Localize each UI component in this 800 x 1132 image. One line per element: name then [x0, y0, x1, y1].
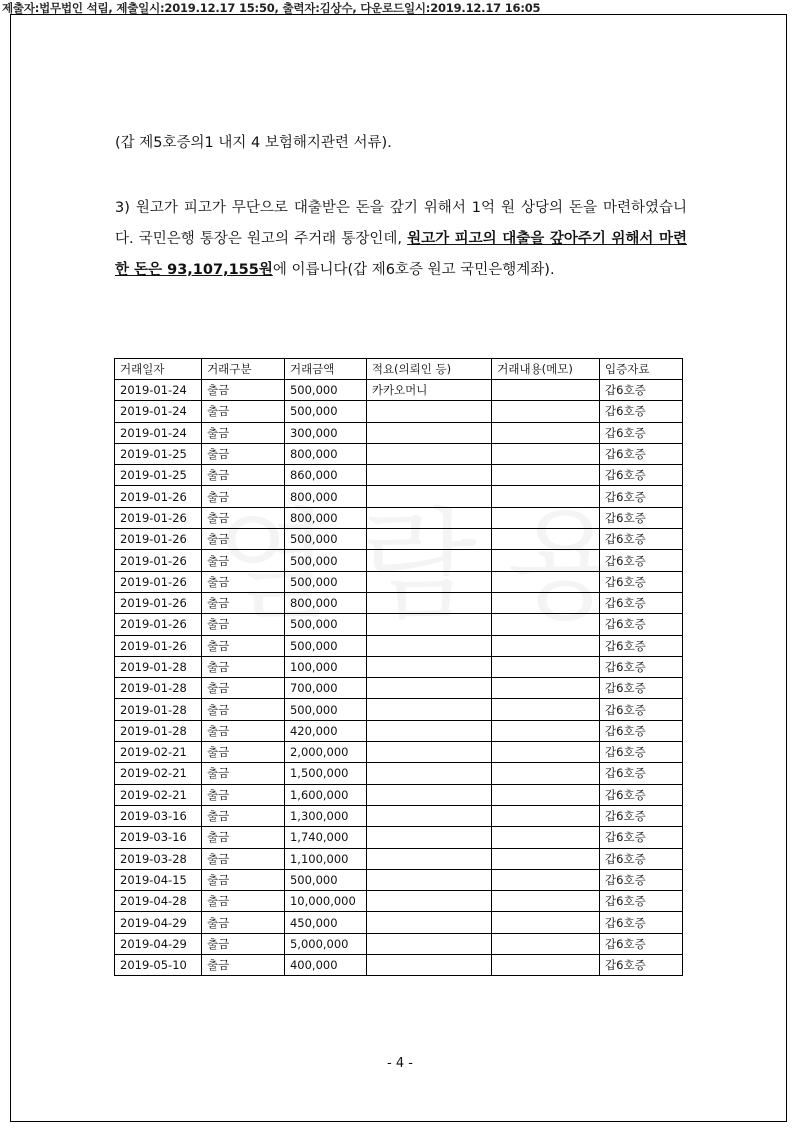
cell-type: 출금 [202, 827, 285, 848]
table-row [115, 529, 683, 550]
cell-type: 출금 [202, 614, 285, 635]
cell-date: 2019-01-26 [115, 529, 202, 550]
table-row [115, 401, 683, 422]
cell-memo [366, 443, 491, 464]
cell-memo [366, 592, 491, 613]
cell-memo [366, 635, 491, 656]
cell-date: 2019-02-21 [115, 784, 202, 805]
table-row [115, 465, 683, 486]
table-row [115, 805, 683, 826]
cell-type: 출금 [202, 571, 285, 592]
cell-type: 출금 [202, 805, 285, 826]
cell-memo [366, 933, 491, 954]
cell-memo [366, 848, 491, 869]
cell-memo [366, 614, 491, 635]
cell-type: 출금 [202, 933, 285, 954]
cell-content [492, 742, 600, 763]
cell-evidence: 갑6호증 [600, 784, 683, 805]
cell-date: 2019-02-21 [115, 742, 202, 763]
table-row [115, 571, 683, 592]
cell-content [492, 507, 600, 528]
table-row [115, 380, 683, 401]
table-row [115, 933, 683, 954]
cell-amount: 500,000 [284, 550, 366, 571]
cell-type: 출금 [202, 763, 285, 784]
table-row [115, 422, 683, 443]
header-date: 거래일자 [115, 359, 202, 380]
cell-evidence: 갑6호증 [600, 742, 683, 763]
table-row [115, 763, 683, 784]
cell-type: 출금 [202, 401, 285, 422]
cell-amount: 800,000 [284, 443, 366, 464]
cell-type: 출금 [202, 699, 285, 720]
cell-amount: 100,000 [284, 656, 366, 677]
cell-date: 2019-01-28 [115, 699, 202, 720]
cell-content [492, 380, 600, 401]
cell-content [492, 912, 600, 933]
cell-evidence: 갑6호증 [600, 635, 683, 656]
cell-type: 출금 [202, 891, 285, 912]
transaction-table [114, 358, 683, 976]
table-row [115, 848, 683, 869]
header-type: 거래구분 [202, 359, 285, 380]
cell-date: 2019-01-26 [115, 592, 202, 613]
cell-date: 2019-04-29 [115, 912, 202, 933]
cell-memo: 카카오머니 [366, 380, 491, 401]
cell-date: 2019-01-26 [115, 614, 202, 635]
cell-content [492, 827, 600, 848]
cell-memo [366, 784, 491, 805]
cell-memo [366, 805, 491, 826]
cell-evidence: 갑6호증 [600, 571, 683, 592]
cell-amount: 10,000,000 [284, 891, 366, 912]
cell-content [492, 763, 600, 784]
cell-date: 2019-01-26 [115, 635, 202, 656]
cell-date: 2019-01-24 [115, 401, 202, 422]
cell-memo [366, 678, 491, 699]
cell-evidence: 갑6호증 [600, 763, 683, 784]
cell-content [492, 635, 600, 656]
cell-evidence: 갑6호증 [600, 401, 683, 422]
cell-evidence: 갑6호증 [600, 656, 683, 677]
cell-type: 출금 [202, 486, 285, 507]
cell-date: 2019-01-28 [115, 678, 202, 699]
cell-content [492, 465, 600, 486]
cell-evidence: 갑6호증 [600, 912, 683, 933]
cell-type: 출금 [202, 656, 285, 677]
cell-evidence: 갑6호증 [600, 486, 683, 507]
header-amount: 거래금액 [284, 359, 366, 380]
cell-date: 2019-01-25 [115, 443, 202, 464]
table-row [115, 784, 683, 805]
cell-content [492, 656, 600, 677]
cell-content [492, 443, 600, 464]
cell-amount: 420,000 [284, 720, 366, 741]
cell-content [492, 869, 600, 890]
table-row [115, 678, 683, 699]
cell-amount: 1,100,000 [284, 848, 366, 869]
cell-date: 2019-01-26 [115, 486, 202, 507]
header-memo: 적요(의뢰인 등) [366, 359, 491, 380]
page-number: - 4 - [387, 1056, 413, 1071]
cell-date: 2019-04-29 [115, 933, 202, 954]
cell-memo [366, 422, 491, 443]
cell-content [492, 784, 600, 805]
cell-memo [366, 656, 491, 677]
cell-evidence: 갑6호증 [600, 550, 683, 571]
cell-content [492, 848, 600, 869]
cell-content [492, 614, 600, 635]
cell-content [492, 550, 600, 571]
cell-type: 출금 [202, 592, 285, 613]
header-evidence: 입증자료 [600, 359, 683, 380]
cell-evidence: 갑6호증 [600, 380, 683, 401]
cell-amount: 800,000 [284, 592, 366, 613]
cell-amount: 800,000 [284, 486, 366, 507]
cell-type: 출금 [202, 869, 285, 890]
cell-memo [366, 742, 491, 763]
cell-evidence: 갑6호증 [600, 678, 683, 699]
cell-evidence: 갑6호증 [600, 933, 683, 954]
cell-date: 2019-01-24 [115, 422, 202, 443]
cell-memo [366, 955, 491, 976]
cell-evidence: 갑6호증 [600, 507, 683, 528]
cell-date: 2019-04-15 [115, 869, 202, 890]
cell-type: 출금 [202, 635, 285, 656]
cell-date: 2019-03-16 [115, 805, 202, 826]
cell-evidence: 갑6호증 [600, 869, 683, 890]
paragraph-emphasis: 원고가 피고의 대출을 갚아주기 위해서 마련한 돈은 93,107,155원 [115, 231, 687, 278]
document-header-stamp: 제출자:법무법인 석림, 제출일시:2019.12.17 15:50, 출력자:김상수, 다운로드일시:2019.12.17 16:05 [2, 1, 541, 15]
cell-memo [366, 912, 491, 933]
table-row [115, 443, 683, 464]
cell-evidence: 갑6호증 [600, 592, 683, 613]
paragraph-evidence-ref: (갑 제5호증의1 내지 4 보험해지관련 서류). [115, 135, 392, 151]
cell-content [492, 592, 600, 613]
cell-type: 출금 [202, 848, 285, 869]
cell-type: 출금 [202, 955, 285, 976]
cell-memo [366, 869, 491, 890]
cell-date: 2019-01-26 [115, 550, 202, 571]
table-row [115, 891, 683, 912]
cell-content [492, 955, 600, 976]
header-content: 거래내용(메모) [492, 359, 600, 380]
table-row [115, 742, 683, 763]
cell-date: 2019-01-28 [115, 720, 202, 741]
cell-amount: 500,000 [284, 380, 366, 401]
cell-type: 출금 [202, 784, 285, 805]
cell-memo [366, 486, 491, 507]
cell-amount: 500,000 [284, 869, 366, 890]
cell-amount: 1,300,000 [284, 805, 366, 826]
cell-amount: 500,000 [284, 699, 366, 720]
cell-memo [366, 763, 491, 784]
paragraph-text-part2: 에 이릅니다(갑 제6호증 원고 국민은행계좌). [272, 262, 555, 278]
cell-type: 출금 [202, 912, 285, 933]
cell-date: 2019-05-10 [115, 955, 202, 976]
cell-memo [366, 401, 491, 422]
cell-evidence: 갑6호증 [600, 955, 683, 976]
cell-type: 출금 [202, 380, 285, 401]
cell-amount: 700,000 [284, 678, 366, 699]
cell-amount: 500,000 [284, 529, 366, 550]
cell-content [492, 720, 600, 741]
cell-memo [366, 529, 491, 550]
table-row [115, 635, 683, 656]
cell-memo [366, 507, 491, 528]
table-body [115, 380, 683, 976]
table-row [115, 827, 683, 848]
cell-memo [366, 827, 491, 848]
cell-evidence: 갑6호증 [600, 720, 683, 741]
cell-evidence: 갑6호증 [600, 805, 683, 826]
table-row [115, 507, 683, 528]
cell-amount: 2,000,000 [284, 742, 366, 763]
cell-amount: 500,000 [284, 614, 366, 635]
table-row [115, 592, 683, 613]
cell-memo [366, 699, 491, 720]
cell-content [492, 401, 600, 422]
cell-date: 2019-02-21 [115, 763, 202, 784]
cell-date: 2019-03-28 [115, 848, 202, 869]
cell-amount: 500,000 [284, 635, 366, 656]
cell-type: 출금 [202, 529, 285, 550]
cell-content [492, 486, 600, 507]
cell-content [492, 571, 600, 592]
cell-type: 출금 [202, 507, 285, 528]
cell-type: 출금 [202, 678, 285, 699]
cell-memo [366, 571, 491, 592]
cell-date: 2019-03-16 [115, 827, 202, 848]
cell-evidence: 갑6호증 [600, 891, 683, 912]
cell-evidence: 갑6호증 [600, 827, 683, 848]
table-row [115, 699, 683, 720]
cell-amount: 1,600,000 [284, 784, 366, 805]
cell-memo [366, 465, 491, 486]
cell-date: 2019-01-24 [115, 380, 202, 401]
cell-amount: 450,000 [284, 912, 366, 933]
paragraph-text-part1: 3) 원고가 피고가 무단으로 대출받은 돈을 갚기 위해서 1억 원 상당의 돈을 마련하였습니다. 국민은행 통장은 원고의 주거래 통장인데, [115, 200, 687, 247]
cell-evidence: 갑6호증 [600, 422, 683, 443]
cell-content [492, 933, 600, 954]
cell-date: 2019-01-25 [115, 465, 202, 486]
paragraph-loan-repayment [115, 193, 687, 286]
cell-amount: 400,000 [284, 955, 366, 976]
cell-memo [366, 550, 491, 571]
cell-content [492, 891, 600, 912]
cell-type: 출금 [202, 742, 285, 763]
cell-type: 출금 [202, 443, 285, 464]
cell-memo [366, 720, 491, 741]
table-row [115, 912, 683, 933]
cell-content [492, 529, 600, 550]
cell-amount: 500,000 [284, 401, 366, 422]
cell-memo [366, 891, 491, 912]
cell-amount: 860,000 [284, 465, 366, 486]
table-header-row [115, 359, 683, 380]
cell-amount: 300,000 [284, 422, 366, 443]
cell-content [492, 678, 600, 699]
cell-amount: 1,500,000 [284, 763, 366, 784]
cell-evidence: 갑6호증 [600, 848, 683, 869]
cell-type: 출금 [202, 720, 285, 741]
cell-amount: 500,000 [284, 571, 366, 592]
table-row [115, 550, 683, 571]
cell-evidence: 갑6호증 [600, 614, 683, 635]
cell-type: 출금 [202, 422, 285, 443]
cell-type: 출금 [202, 550, 285, 571]
table-row [115, 614, 683, 635]
cell-date: 2019-01-26 [115, 571, 202, 592]
cell-amount: 800,000 [284, 507, 366, 528]
table-row [115, 869, 683, 890]
table-row [115, 486, 683, 507]
cell-date: 2019-01-28 [115, 656, 202, 677]
cell-content [492, 422, 600, 443]
cell-amount: 1,740,000 [284, 827, 366, 848]
cell-amount: 5,000,000 [284, 933, 366, 954]
cell-date: 2019-01-26 [115, 507, 202, 528]
cell-content [492, 699, 600, 720]
cell-content [492, 805, 600, 826]
cell-date: 2019-04-28 [115, 891, 202, 912]
cell-evidence: 갑6호증 [600, 699, 683, 720]
cell-evidence: 갑6호증 [600, 529, 683, 550]
table-row [115, 720, 683, 741]
cell-evidence: 갑6호증 [600, 443, 683, 464]
cell-type: 출금 [202, 465, 285, 486]
table-row [115, 656, 683, 677]
table-row [115, 955, 683, 976]
cell-evidence: 갑6호증 [600, 465, 683, 486]
